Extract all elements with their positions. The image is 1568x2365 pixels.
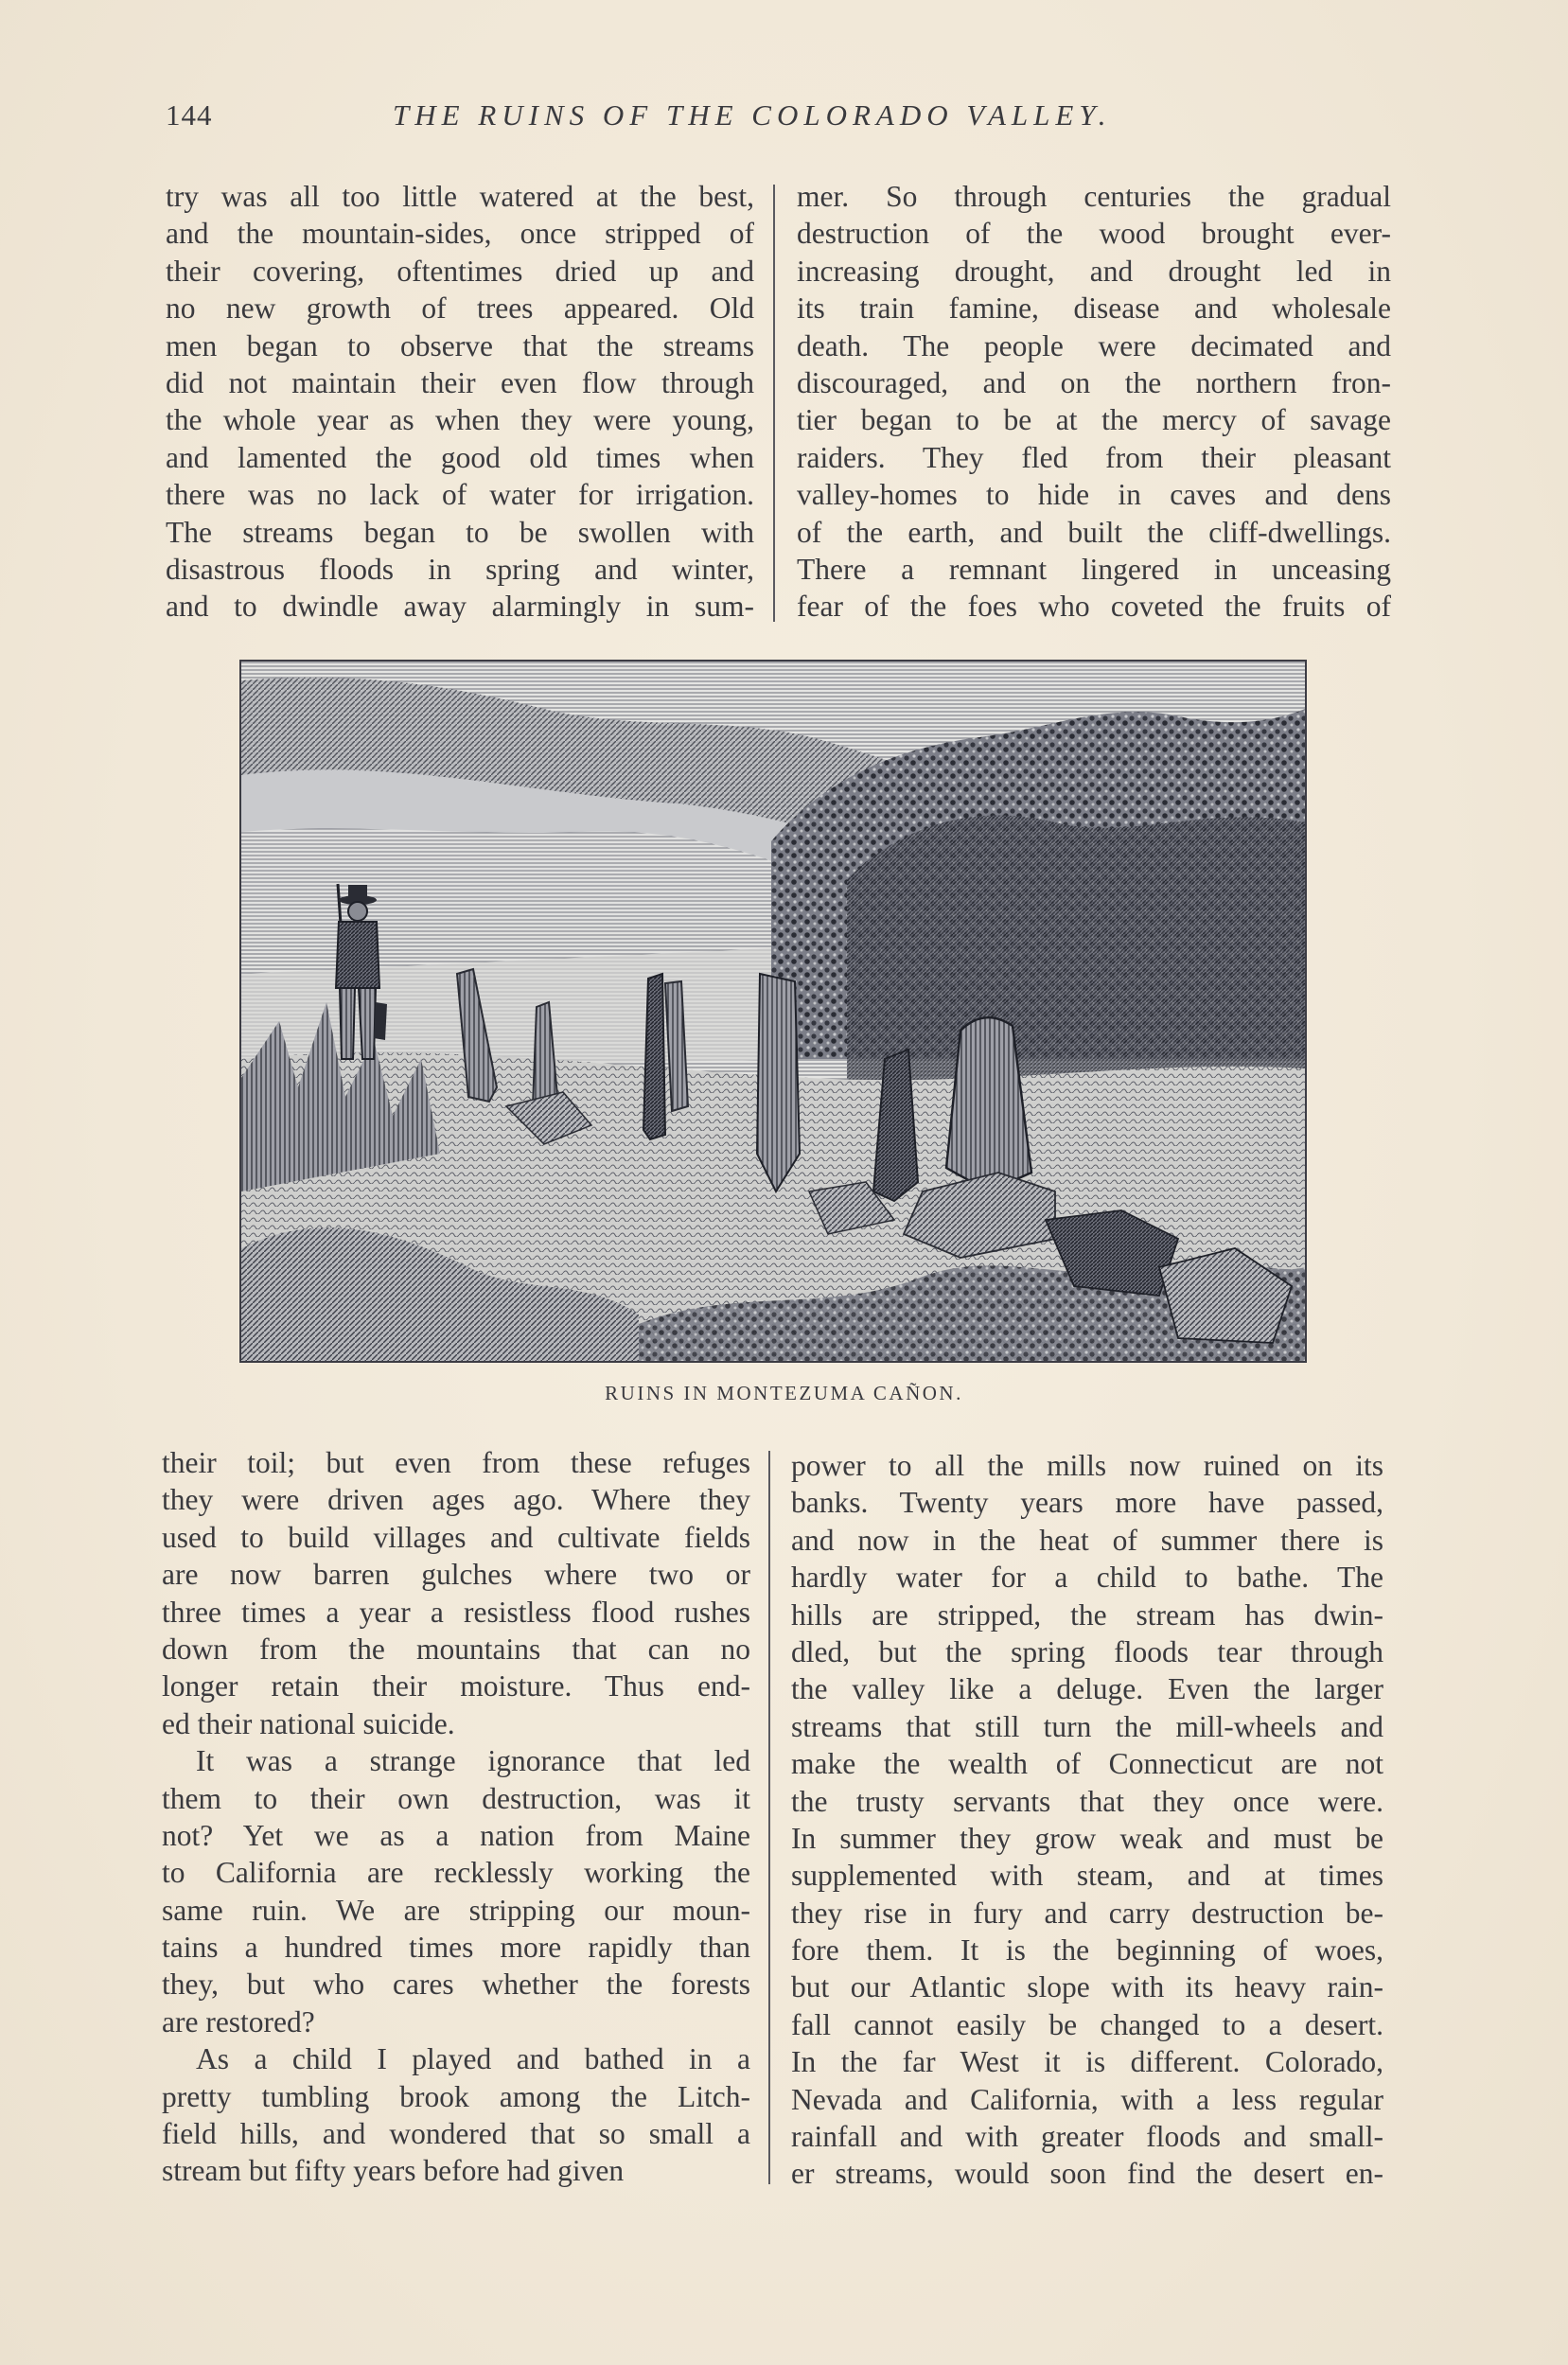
text-line: power to all the mills now ruined on its: [791, 1449, 1383, 1482]
text-line: death. The people were decimated and: [797, 328, 1391, 362]
text-line: fear of the foes who coveted the fruits of: [797, 590, 1391, 624]
text-line: banks. Twenty years more have passed,: [791, 1486, 1383, 1520]
text-column-top-right: [797, 178, 1391, 626]
text-line: no new growth of trees appeared. Old: [166, 291, 754, 326]
text-line: mer. So through centuries the gradual: [797, 180, 1391, 213]
text-line: the whole year as when they were young,: [166, 403, 754, 437]
text-line: field hills, and wondered that so small a: [162, 2117, 750, 2151]
text-line: their covering, oftentimes dried up and: [166, 254, 754, 288]
text-line: As a child I played and bathed in a: [196, 2042, 750, 2076]
column-divider-top: [773, 185, 775, 622]
text-line: are restored?: [162, 2004, 315, 2038]
text-line: make the wealth of Connecticut are not: [791, 1747, 1383, 1781]
text-line: tains a hundred times more rapidly than: [162, 1931, 750, 1965]
text-line: valley-homes to hide in caves and dens: [797, 478, 1391, 512]
page-header: [166, 98, 1405, 146]
text-line: them to their own destruction, was it: [162, 1781, 750, 1815]
engraving-illustration: [239, 660, 1307, 1363]
text-line: and lamented the good old times when: [166, 440, 754, 474]
text-line: and the mountain-sides, once stripped of: [166, 217, 754, 251]
text-line: did not maintain their even flow through: [166, 365, 754, 399]
text-line: pretty tumbling brook among the Litch-: [162, 2079, 750, 2113]
text-line: they were driven ages ago. Where they: [162, 1483, 750, 1517]
text-line: but our Atlantic slope with its heavy rain-: [791, 1970, 1383, 2004]
text-line: destruction of the wood brought ever-: [797, 217, 1391, 251]
text-column-bottom-left: [162, 1444, 750, 2190]
text-line: same ruin. We are stripping our moun-: [162, 1893, 750, 1927]
text-line: there was no lack of water for irrigation.: [166, 478, 754, 512]
montezuma-canon-engraving: [241, 662, 1305, 1361]
text-line: of the earth, and built the cliff-dwellings.: [797, 515, 1391, 549]
text-line: Nevada and California, with a less regular: [791, 2082, 1383, 2116]
text-line: ed their national suicide.: [162, 1706, 455, 1740]
text-line: the trusty servants that they once were.: [791, 1784, 1383, 1818]
text-line: not? Yet we as a nation from Maine: [162, 1818, 750, 1852]
text-column-bottom-right: [791, 1447, 1383, 2193]
text-line: their toil; but even from these refuges: [162, 1446, 750, 1479]
text-line: In the far West it is different. Colorado,: [791, 2045, 1383, 2079]
text-line: streams that still turn the mill-wheels and: [791, 1709, 1383, 1743]
text-line: supplemented with steam, and at times: [791, 1859, 1383, 1893]
text-line: discouraged, and on the northern fron-: [797, 365, 1391, 399]
text-line: er streams, would soon find the desert en-: [791, 2157, 1383, 2191]
text-line: hardly water for a child to bathe. The: [791, 1561, 1383, 1595]
text-line: and now in the heat of summer there is: [791, 1523, 1383, 1557]
text-line: they, but who cares whether the forests: [162, 1968, 750, 2002]
running-title: THE RUINS OF THE COLORADO VALLEY.: [393, 98, 1112, 132]
text-line: are now barren gulches where two or: [162, 1558, 750, 1592]
text-line: raiders. They fled from their pleasant: [797, 440, 1391, 474]
text-line: to California are recklessly working the: [162, 1856, 750, 1890]
text-line: stream but fifty years before had given: [162, 2154, 625, 2188]
text-line: its train famine, disease and wholesale: [797, 291, 1391, 326]
text-line: It was a strange ignorance that led: [196, 1744, 750, 1778]
text-line: dled, but the spring floods tear through: [791, 1634, 1383, 1668]
text-line: and to dwindle away alarmingly in sum-: [166, 590, 754, 624]
column-divider-bottom: [768, 1451, 770, 2184]
text-line: used to build villages and cultivate fields: [162, 1520, 750, 1554]
text-line: tier began to be at the mercy of savage: [797, 403, 1391, 437]
text-line: try was all too little watered at the best,: [166, 180, 754, 213]
text-line: hills are stripped, the stream has dwin-: [791, 1597, 1383, 1632]
text-line: disastrous floods in spring and winter,: [166, 552, 754, 586]
text-line: fall cannot easily be changed to a desert.: [791, 2007, 1383, 2041]
text-line: The streams began to be swollen with: [166, 515, 754, 549]
text-line: rainfall and with greater floods and small-: [791, 2120, 1383, 2154]
text-line: longer retain their moisture. Thus end-: [162, 1669, 750, 1703]
figure-caption: RUINS IN MONTEZUMA CAÑON.: [605, 1382, 963, 1404]
text-line: men began to observe that the streams: [166, 328, 754, 362]
text-line: down from the mountains that can no: [162, 1632, 750, 1666]
text-line: fore them. It is the beginning of woes,: [791, 1933, 1383, 1968]
text-column-top-left: [166, 178, 754, 626]
text-line: they rise in fury and carry destruction be-: [791, 1896, 1383, 1930]
text-line: There a remnant lingered in unceasing: [797, 552, 1391, 586]
text-line: increasing drought, and drought led in: [797, 254, 1391, 288]
text-line: the valley like a deluge. Even the larger: [791, 1672, 1383, 1706]
text-line: In summer they grow weak and must be: [791, 1821, 1383, 1855]
text-line: three times a year a resistless flood rushes: [162, 1595, 750, 1629]
page-number: 144: [166, 98, 213, 132]
